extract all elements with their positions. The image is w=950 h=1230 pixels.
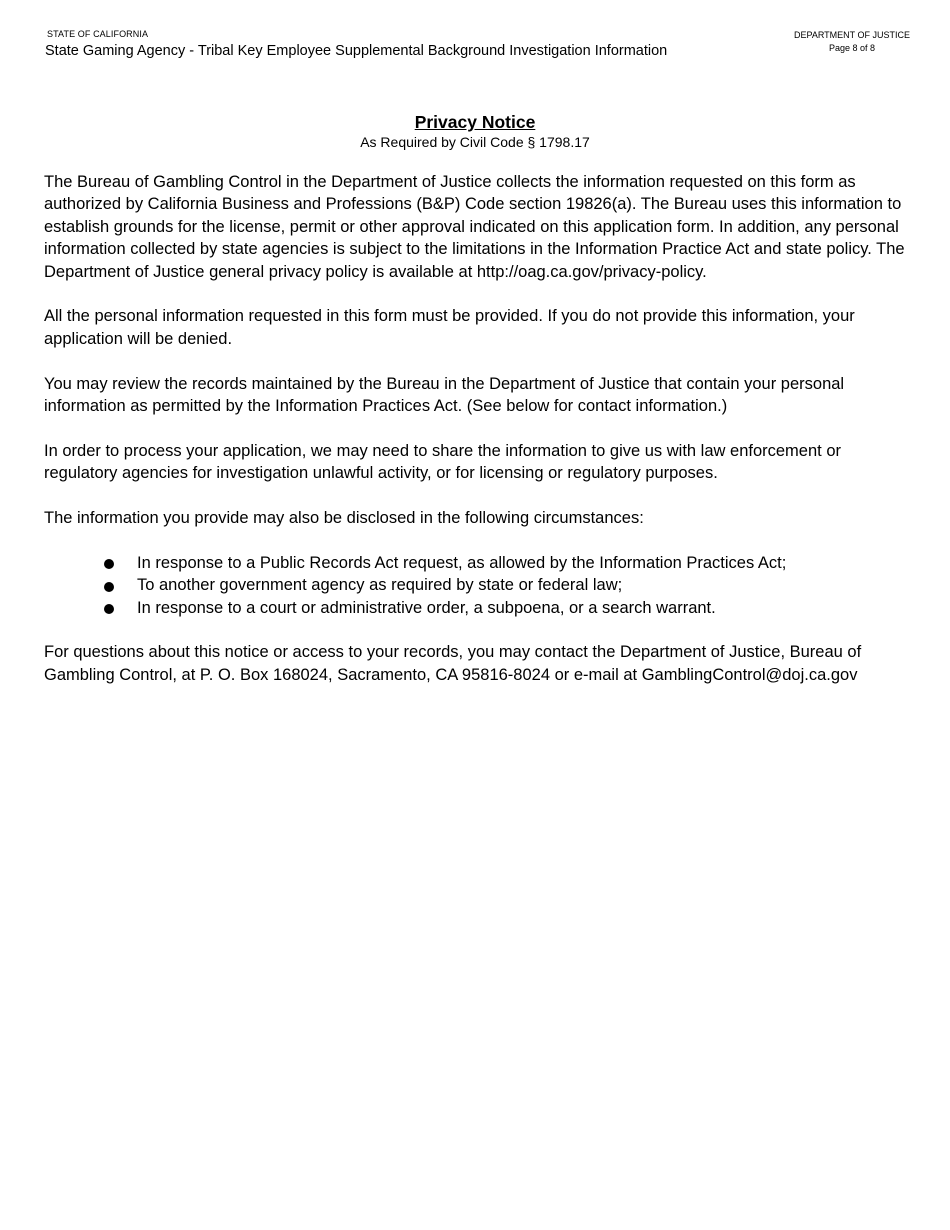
notice-heading xyxy=(0,111,950,151)
contact-paragraph: For questions about this notice or access to your records, you may contact the Department of Justice, Bureau of Gambling Control, at P. O. Box 168024, Sacramento, CA 95816-8024 or e-mail at GamblingControl@doj.ca.gov xyxy=(44,643,862,684)
list-item xyxy=(44,552,914,574)
bullet-icon xyxy=(104,604,114,614)
page-header-left xyxy=(45,29,667,61)
page-number: Page 8 of 8 xyxy=(828,43,876,53)
list-item xyxy=(44,574,914,596)
review-records-paragraph: You may review the records maintained by the Bureau in the Department of Justice that contain your personal information as permitted by the Information Practices Act. (See below for contact information.) xyxy=(44,374,845,416)
disclosure-intro: The information you provide may also be disclosed in the following circumstances: xyxy=(44,509,644,528)
collection-paragraph: The Bureau of Gambling Control in the Department of Justice collects the information requested on this form as authorized by California Business and Professions (B&P) Code section 19826(a). The Bureau uses this information to establish grounds for the license, permit or other approval indicated on this application form. In addition, any personal information collected by state agencies is subject to the limitations in the Information Practice Act and state policy. The Department of Justice general privacy policy is available at http://oag.ca.gov/privacy-policy. xyxy=(44,173,905,281)
notice-subtitle: As Required by Civil Code § 1798.17 xyxy=(360,134,590,150)
mandatory-info-paragraph: All the personal information requested in this form must be provided. If you do not provide this information, your application will be denied. xyxy=(44,307,855,348)
notice-title: Privacy Notice xyxy=(414,112,536,132)
state-label: STATE OF CALIFORNIA xyxy=(47,29,149,39)
notice-body xyxy=(44,171,914,709)
bullet-icon xyxy=(104,582,114,592)
bullet-icon xyxy=(104,559,114,569)
list-item-text: In response to a court or administrative order, a subpoena, or a search warrant. xyxy=(137,598,716,617)
list-item-text: In response to a Public Records Act request, as allowed by the Information Practices Act; xyxy=(137,553,787,572)
page-header-right xyxy=(794,29,910,55)
disclosure-list xyxy=(44,552,914,619)
department-label: DEPARTMENT OF JUSTICE xyxy=(793,30,910,40)
sharing-paragraph: In order to process your application, we may need to share the information to give us with law enforcement or regulatory agencies for investigation unlawful activity, or for licensing or regulatory purposes. xyxy=(44,441,841,483)
list-item xyxy=(44,597,914,619)
list-item-text: To another government agency as required by state or federal law; xyxy=(137,576,623,595)
form-title: State Gaming Agency - Tribal Key Employee Supplemental Background Investigation Information xyxy=(45,43,668,59)
